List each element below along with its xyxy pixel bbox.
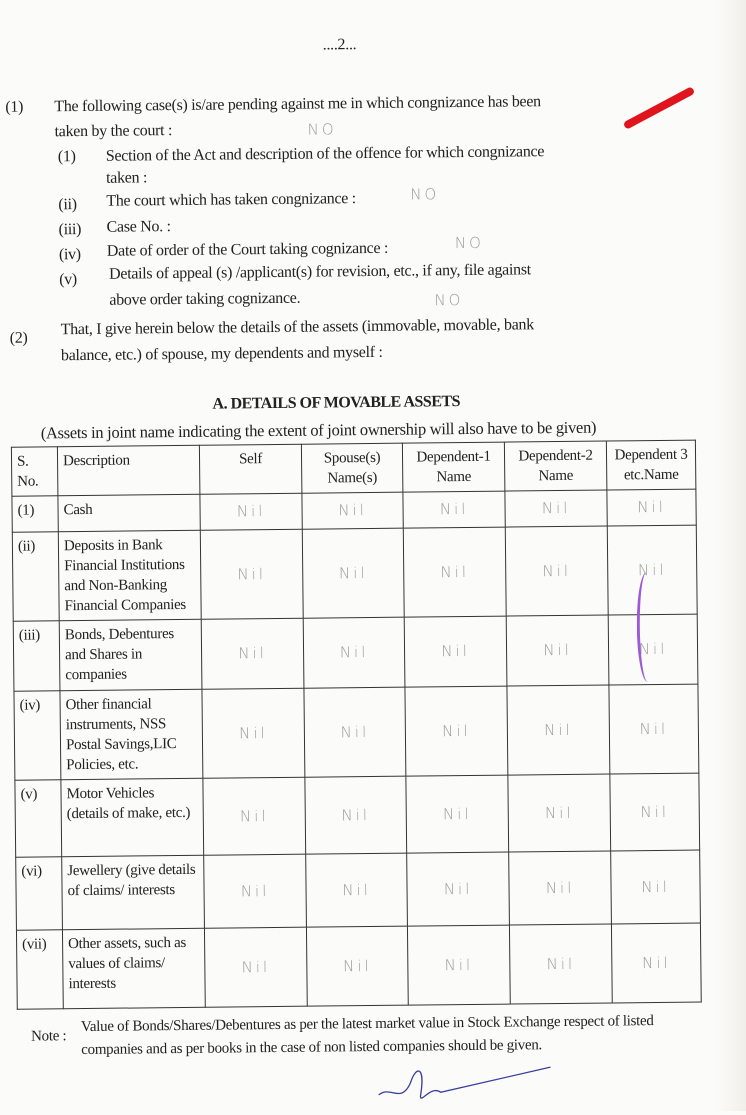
handwritten-value: Nil	[241, 957, 271, 976]
asset-value-cell	[508, 774, 611, 852]
handwritten-value: Nil	[541, 498, 571, 518]
row-sno: (ii)	[12, 532, 59, 621]
header-self: Self	[199, 444, 302, 494]
handwritten-value: Nil	[340, 722, 370, 741]
table-row	[16, 850, 701, 930]
asset-value-cell	[505, 526, 608, 616]
asset-value-cell	[302, 492, 403, 529]
handwritten-value: Nil	[442, 804, 472, 823]
section1-text-line2: taken by the court :	[54, 122, 173, 141]
handwritten-value: Nil	[439, 499, 469, 519]
asset-value-cell	[200, 493, 302, 530]
row-description: Jewellery (give details of claims/ interests	[62, 855, 205, 929]
asset-value-cell	[607, 489, 696, 526]
asset-value-cell	[403, 491, 505, 528]
asset-value-cell	[610, 773, 700, 851]
handwritten-value: Nil	[239, 723, 268, 742]
row-sno: (v)	[15, 780, 62, 857]
asset-value-cell	[405, 686, 508, 776]
section2-text-line1: That, I give herein below the details of the assets (immovable, movable, bank	[60, 316, 534, 339]
item-text: Case No. :	[106, 218, 171, 236]
handwritten-value: Nil	[640, 802, 670, 821]
handwritten-value: Nil	[543, 640, 572, 660]
page-number: ....2...	[322, 36, 357, 54]
handwritten-value: Nil	[442, 721, 471, 740]
asset-value-cell	[404, 616, 507, 687]
row-description: Deposits in Bank Financial Institutions and Non-Banking Financial Companies	[58, 530, 201, 620]
row-description: Motor Vehicles (details of make, etc.)	[61, 778, 204, 856]
item-answer: NO	[410, 185, 440, 204]
item-text-line2: above order taking cognizance.	[109, 289, 301, 309]
item-answer: NO	[454, 233, 484, 253]
handwritten-value: Nil	[440, 562, 470, 581]
asset-value-cell	[306, 853, 408, 927]
asset-value-cell	[406, 775, 509, 853]
header-sno: S. No.	[11, 447, 58, 496]
item-text: Date of order of the Court taking cognizance :	[106, 239, 389, 260]
handwritten-value: Nil	[338, 501, 367, 520]
header-description: Description	[57, 445, 200, 495]
asset-value-cell	[201, 618, 304, 689]
asset-value-cell	[202, 688, 305, 778]
asset-value-cell	[204, 927, 307, 1007]
handwritten-value: Nil	[545, 878, 575, 897]
handwritten-value: Nil	[339, 643, 369, 662]
row-description: Other financial instruments, NSS Postal Savings,LIC Policies, etc.	[60, 689, 203, 779]
asset-value-cell	[505, 490, 607, 527]
handwritten-value: Nil	[444, 955, 474, 974]
item-number: (iii)	[58, 221, 82, 239]
handwritten-value: Nil	[342, 880, 371, 899]
handwritten-value: Nil	[441, 641, 470, 661]
item-text: Section of the Act and description of the offence for which congnizance	[105, 143, 545, 165]
item-text: Details of appeal (s) /applicant(s) for revision, etc., if any, file against	[109, 261, 531, 283]
row-sno: (vi)	[16, 857, 63, 930]
handwritten-value: Nil	[240, 881, 270, 900]
handwritten-value: Nil	[239, 806, 269, 825]
asset-value-cell	[509, 924, 612, 1004]
row-sno: (1)	[12, 496, 58, 532]
item-text-line2: taken :	[106, 169, 148, 187]
row-sno: (vii)	[16, 930, 63, 1009]
row-description: Cash	[58, 494, 200, 531]
note-label: Note :	[30, 1028, 67, 1045]
handwritten-value: Nil	[542, 561, 572, 580]
item-number: (iv)	[58, 246, 81, 264]
handwritten-value: Nil	[546, 954, 576, 973]
item-number: (ii)	[58, 196, 77, 214]
table-row	[16, 923, 701, 1009]
handwritten-value: Nil	[637, 497, 666, 517]
item-number: (1)	[57, 148, 76, 166]
handwritten-value: Nil	[544, 720, 573, 739]
handwritten-value: Nil	[237, 564, 267, 583]
header-dependent-2: Dependent-2 Name	[504, 441, 607, 491]
asset-value-cell	[403, 527, 506, 617]
handwritten-value: Nil	[641, 953, 671, 972]
movable-assets-table	[11, 440, 702, 1010]
handwritten-value: Nil	[637, 560, 667, 579]
asset-value-cell	[204, 854, 307, 928]
handwritten-value: Nil	[641, 877, 670, 896]
table-row	[15, 773, 700, 857]
table-title: A. DETAILS OF MOVABLE ASSETS	[212, 393, 461, 413]
handwritten-value: Nil	[544, 803, 574, 822]
handwritten-value: Nil	[341, 805, 371, 824]
table-subtitle: (Assets in joint name indicating the extent of joint ownership will also have to be given)	[40, 417, 597, 443]
header-spouse: Spouse(s) Name(s)	[301, 443, 403, 493]
asset-value-cell	[611, 923, 701, 1003]
section2-number: (2)	[9, 329, 28, 347]
asset-value-cell	[306, 926, 408, 1006]
asset-value-cell	[407, 852, 510, 926]
asset-value-cell	[304, 687, 406, 777]
table-header-row	[11, 440, 695, 496]
table-row	[13, 614, 698, 691]
item-number: (v)	[59, 271, 78, 289]
handwritten-value: Nil	[638, 639, 668, 659]
handwritten-value: Nil	[639, 719, 669, 738]
note-line1: Value of Bonds/Shares/Debentures as per the latest market value in Stock Exchange respect of listed	[80, 1013, 654, 1036]
asset-value-cell	[609, 684, 699, 774]
section1-answer: NO	[307, 120, 337, 139]
table-row	[14, 684, 699, 780]
asset-value-cell	[303, 617, 405, 688]
note-line2: companies and as per books in the case of non listed companies should be given.	[81, 1037, 543, 1059]
handwritten-value: Nil	[342, 956, 372, 975]
header-dependent-3: Dependent 3 etc.Name	[606, 440, 696, 490]
section1-text-line1: The following case(s) is/are pending against me in which congnizance has been	[54, 93, 541, 116]
handwritten-value: Nil	[443, 879, 473, 898]
section2-text-line2: balance, etc.) of spouse, my dependents and myself :	[60, 343, 383, 365]
asset-value-cell	[506, 615, 609, 686]
asset-value-cell	[509, 851, 612, 925]
row-description: Bonds, Debentures and Shares in companies	[59, 619, 202, 690]
asset-value-cell	[507, 685, 610, 775]
handwritten-value: Nil	[238, 644, 267, 663]
item-text: The court which has taken congnizance :	[106, 190, 356, 210]
row-sno: (iv)	[14, 691, 61, 780]
handwritten-value: Nil	[236, 502, 266, 521]
header-dependent-1: Dependent-1 Name	[402, 442, 505, 492]
asset-value-cell	[203, 777, 306, 855]
row-description: Other assets, such as values of claims/ interests	[62, 928, 205, 1008]
asset-value-cell	[407, 925, 510, 1005]
signature	[370, 1053, 561, 1111]
table-row	[12, 525, 697, 621]
asset-value-cell	[200, 529, 303, 619]
asset-value-cell	[305, 776, 407, 854]
asset-value-cell	[302, 528, 404, 618]
section1-number: (1)	[5, 98, 24, 116]
handwritten-value: Nil	[338, 563, 368, 582]
row-sno: (iii)	[13, 621, 60, 691]
asset-value-cell	[611, 850, 701, 924]
item-answer: NO	[434, 291, 464, 310]
